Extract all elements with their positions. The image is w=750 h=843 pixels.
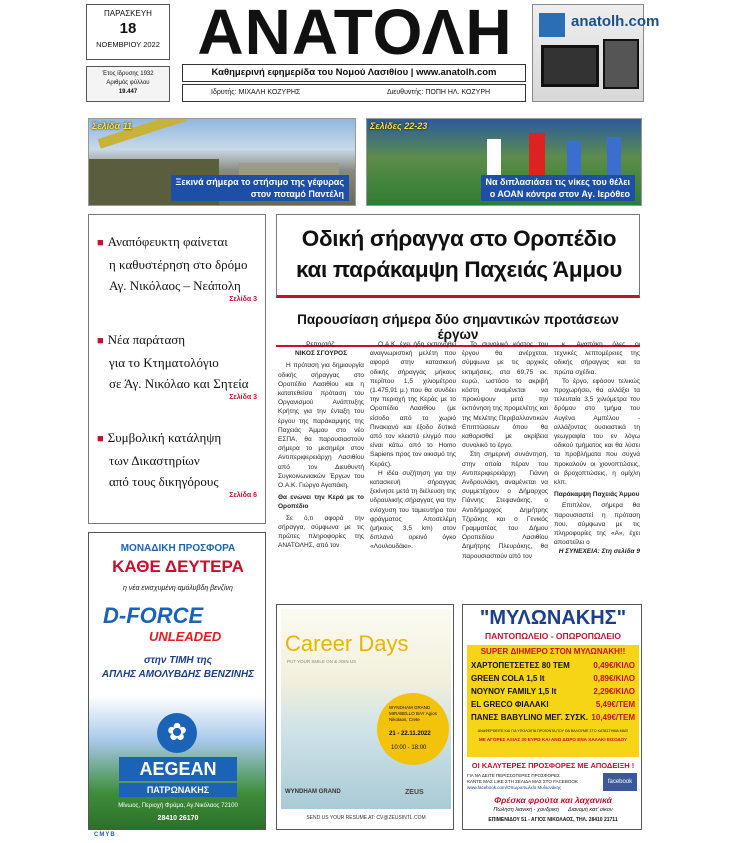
article-column-1: Ρεπορτάζ: ΝΙΚΟΣ ΣΓΟΥΡΟΣ Η πρόταση για δημιουργία οδικής σήραγγας στο Οροπέδιο Λασιθίου και η κατατεθείσα πρόταση του Οργανισμού Ανάπτυξης Κρήτης για την ένταξη του έργου της παράκαμψης της Παχειάς Άμμου στο νέο ΕΣΠΑ, θα παρουσιαστούν σήμερα το μεσημέρι στον Αντιπεριφερειάρχη Λασιθίου από τον Διευθυντή Συγκοινωνιακών Έργων του Ο.Α.Κ. Γιώργο Αγαπάκη. Θα ενώνει την Κερά με το Οροπέδιο Σε ό,τι αφορά την σήραγγα, σύμφωνα με τις πρώτες πληροφορίες της ΑΝΑΤΟΛΗΣ, από τον: [278, 341, 364, 550]
flower-logo-icon: ✿: [157, 713, 197, 753]
price-list: [467, 645, 639, 757]
shop-name: "ΜΥΛΩΝΑΚΗΣ": [479, 607, 627, 629]
info-circle: [377, 693, 449, 765]
month-year: ΝΟΕΜΒΡΙΟΥ 2022: [96, 40, 160, 49]
print-marks: CMYB: [94, 832, 116, 838]
price-items: [471, 659, 635, 724]
website-ad[interactable]: [532, 4, 660, 102]
founders-bar: [182, 84, 526, 102]
sheet-label: Αριθμός φύλλου: [106, 80, 150, 86]
newspaper-title: ΑΝΑΤΟΛΗ: [197, 0, 513, 68]
continued-link[interactable]: Η ΣΥΝΕΧΕΙΑ: Στη σελίδα 9: [558, 548, 640, 556]
price-line-1: στην ΤΙΜΗ της: [144, 655, 212, 666]
tagline: Καθημερινή εφημερίδα του Νομού Λασιθίου | www.anatolh.com: [182, 64, 526, 82]
founder: Ιδρυτής: ΜΙΧΑΛΗ ΚΟΖΥΡΗΣ: [211, 89, 301, 96]
web-logo-icon: [539, 13, 565, 37]
director: Διευθυντής: ΠΟΠΗ ΗΛ. ΚΟΖΥΡΗ: [387, 89, 491, 96]
price-banner: SUPER ΔΙΗΜΕΡΟ ΣΤΟΝ ΜΥΛΩΝΑΚΗ!!: [480, 647, 626, 656]
lead-subheadline: Παρουσίαση σήμερα δύο σημαντικών προτάσεων έργων: [276, 312, 640, 347]
shop-address: ΕΠΙΜΕΝΙΔΟΥ 51 - ΑΓΙΟΣ ΝΙΚΟΛΑΟΣ, ΤΗΛ. 28410 21711: [488, 817, 618, 823]
price-row: ΧΑΡΤΟΠΕΤΣΕΤΕΣ 80 ΤΕΜ 0,49€/ΚΙΛΟ: [471, 661, 635, 670]
ad-day: ΚΑΘΕ ΔΕΥΤΕΡΑ: [112, 557, 244, 576]
article-subheading: Θα ενώνει την Κερά με το Οροπέδιο: [278, 494, 364, 511]
article-column-3: Το συνολικό κόστος του έργου θα ανέρχεται, σύμφωνα με τις αρχικές εκτιμήσεις, στα 69,75 εκ. ευρώ, ωστόσο το ακριβή κόστη αναμένεται να προκύψουν μετά την εκπόνηση της προμελέτης και της Μελέτης Περιβαλλοντικών Επιπτώσεων όπου θα καθορισθεί με ακρίβεια συνολικό το έργο. Στη σημερινή συνάντηση, στην οποία πέραν του Αντιπεριφερειάρχη Γιάννη Ανδρουλάκη, αναμένεται να συμμετέχουν ο Δήμαρχος Γιάννης Στεφανάκης, ο Αντιδήμαρχος Δημήτρης Τζιράκης και ο Γενικός Γραμματέας του Δήμου Οροπεδίου Λασιθίου Δημήτρης Πλευράκης, θα παρουσιαστούν από τον: [462, 341, 548, 560]
price-row: GREEN COLA 1,5 lt 0,89€/ΚΙΛΟ: [471, 674, 635, 683]
fuel-brand-sub: UNLEADED: [149, 629, 222, 644]
career-days-ad[interactable]: [276, 604, 454, 830]
brief-item[interactable]: ■ Συμβολική κατάληψη των Δικαστηρίων από τους δικηγόρους Σελίδα 6: [97, 430, 257, 499]
event-dates: 21 - 22.11.2022: [389, 731, 431, 737]
facebook-icon: facebook: [603, 773, 637, 791]
event-time: 10:00 - 18:00: [391, 745, 427, 751]
sheet-number: 19.447: [118, 89, 138, 95]
best-offers: ΟΙ ΚΑΛΥΤΕΡΕΣ ΠΡΟΣΦΟΡΕΣ ΜΕ ΑΠΟΔΕΙΞΗ !: [471, 761, 635, 770]
lead-headline: Οδική σήραγγα στο Οροπέδιο και παράκαμψη Παχειάς Άμμου: [295, 226, 623, 282]
price-line-2: ΑΠΛΗΣ ΑΜΟΛΥΒΔΗΣ ΒΕΝΖΙΝΗΣ: [101, 669, 255, 680]
photo-caption: Να διπλασιάσει τις νίκες του θέλει ο ΑΟΑΝ κόντρα στον Αγ. Ιερόθεο: [481, 175, 635, 201]
fine-print: ΑΝΑΦΕΡΘΕΙΤΕ ΚΑΙ ΓΙΑ ΥΠΟΛΟΙΠΑ ΠΡΟΪΟΝΤΑ ΠΟΥ ΘΑ ΒΑΛΟΥΜΕ ΣΤΟ ΚΑΤΑΣΤΗΜΑ ΜΑΣ!: [477, 729, 629, 733]
photo-page-tag: Σελίδες 22-23: [370, 121, 428, 131]
price-row: EL GRECO ΦΙΑΛΑΚΙ 5,49€/ΤΕΜ: [471, 700, 635, 709]
football-photo[interactable]: [366, 118, 642, 206]
bullet-icon: ■: [97, 237, 104, 249]
facebook-note: ΓΙΑ ΝΑ ΔΕΙΤΕ ΠΕΡΙΣΣΟΤΕΡΕΣ ΠΡΟΣΦΟΡΕΣ ΚΑΝΤΕ ΜΑΣ LIKE ΣΤΗ ΣΕΛΙΔΑ ΜΑΣ ΣΤΟ FACEBOOK www.facebook.com/Οπωροπωλείο Μυλωνάκης: [467, 773, 578, 790]
brief-item[interactable]: ■ Αναπόφευκτη φαίνεται η καθυστέρηση στο δρόμο Αγ. Νικόλαος – Νεάπολη Σελίδα 3: [97, 234, 257, 303]
ad-tiny-line: PUT YOUR SMILE ON & JOIN US: [287, 659, 357, 664]
page-ref: Σελίδα 3: [229, 394, 257, 401]
wholesale-line: Πώληση λιανική - χονδρική Διανομή κατ' οίκον: [493, 807, 613, 813]
news-briefs: [88, 214, 266, 524]
page-ref: Σελίδα 6: [229, 492, 257, 499]
fuel-brand: D-FORCE: [103, 603, 204, 628]
resume-line: SEND US YOUR RESUME AT: CV@ZEUSINTL.COM: [306, 815, 426, 821]
price-row: ΠΑΝΕΣ BABYLINO ΜΕΓ. ΣΥΣΚ. 10,49€/ΤΕΜ: [471, 713, 635, 722]
brief-item[interactable]: ■ Νέα παράταση για το Κτηματολόγιο σε Άγ. Νικόλαο και Σητεία Σελίδα 3: [97, 332, 257, 401]
photo-page-tag: Σελίδα 11: [92, 121, 133, 131]
ad-fuel-line: η νέα ενισχυμένη αμόλυβδη βενζίνη: [123, 585, 233, 592]
grocery-ad[interactable]: [462, 604, 642, 830]
gift-deal: ΜΕ ΑΓΟΡΕΣ ΑΞΙΑΣ 30 ΕΥΡΩ ΚΑΙ ΑΝΩ ΔΩΡΟ ΕΝΑ ΧΑΛΑΚΙ ΕΙΣΟΔΟΥ: [478, 737, 628, 742]
ad-offer: ΜΟΝΑΔΙΚΗ ΠΡΟΣΦΟΡΑ: [120, 543, 236, 554]
ad-phone: 28410 26170: [157, 815, 199, 822]
weekday: ΠΑΡΑΣΚΕΥΗ: [104, 9, 152, 18]
article-column-2: Ο.Α.Κ. έχει ήδη εκπονηθεί αναγνωριστική μελέτη που αφορά στην κατασκευή οδικής σήραγγας μήκους περίπου 1,5 χιλιομέτρου (1.475,91 μ.) που θα συνδέει την περιοχή της Κεράς με το Οροπέδιο Λασιθίου (με είσοδο από το χωριό Πινακιανό και έξοδο δυτικά από τον κλειστό ελιγμό που είναι κάτω από το Homo Sapiens προς τον οικισμό της Κεράς). Η ιδέα συζήτηση για την κατασκευή σήραγγας ξεκίνησε μετά τη διέλευση της υδραυλικής σήραγγας για την ενίσχυση του ταμιευτήρα του φράγματος Αποσελέμη (μήκους 3,5 km) στον διπλανό ορεινό όγκο «Λουλουδάκι».: [370, 341, 456, 551]
ad-address: Μίνωος, Περιοχή Φράμα, Αγ.Νικόλαος 72100: [118, 803, 238, 809]
page-ref: Σελίδα 3: [229, 296, 257, 303]
price-row: ΝΟΥΝΟΥ FAMILY 1,5 lt 2,29€/ΚΙΛΟ: [471, 687, 635, 696]
issue-box: [86, 66, 170, 102]
reporter-credit: Ρεπορτάζ: ΝΙΚΟΣ ΣΓΟΥΡΟΣ: [295, 341, 347, 358]
founded-year: Έτος ίδρυσης 1932: [102, 71, 154, 77]
shop-type: ΠΑΝΤΟΠΩΛΕΙΟ - ΟΠΩΡΟΠΩΛΕΙΟ: [485, 631, 621, 641]
article-subheading: Παράκαμψη Παχειάς Άμμου: [554, 491, 640, 499]
bullet-icon: ■: [97, 433, 104, 445]
hotel-logo: WYNDHAM GRAND: [285, 789, 341, 795]
article-column-4: κ. Αγαπάκη όλες οι τεχνικές λεπτομέρειες της οδικής σήραγγας και τα πρώτα σχέδια. Το έργο, εφόσον τελικώς προχωρήσει, θα αλλάξει τα τελευταία 3,5 χιλιόμετρα του δρόμου στο τμήμα του Αυγένα Αμπέλου - αλλάζοντας ουσιαστικά τη γεωγραφία του εν λόγω οδικού τμήματος και θα λύσει τα προβλήματα που συχνά προκαλούν οι χιονοπτώσεις, οι βροχοπτώσεις, η ομίχλη κλπ. Παράκαμψη Παχειάς Άμμου Επιπλέον, σήμερα θα παρουσιαστεί η πρόταση που, σύμφωνα με τις πληροφορίες της «Α», έχει αποστείλει ο Η ΣΥΝΕΧΕΙΑ: Στη σελίδα 9: [554, 341, 640, 556]
laptop-icon: [541, 45, 599, 87]
company-logo: AEGEAN: [119, 757, 237, 781]
venue: WYNDHAM GRAND MIRABELLO BAY Agios Nikolaos, Crete: [389, 705, 437, 722]
date-box: [86, 4, 170, 60]
zeus-logo: ZEUS: [405, 789, 424, 796]
fuel-ad[interactable]: [88, 532, 266, 830]
bullet-icon: ■: [97, 335, 104, 347]
ad-title: Career Days: [285, 631, 409, 656]
dealer-name: ΠΑΤΡΩΝΑΚΗΣ: [119, 783, 237, 797]
website-label: anatolh.com: [571, 13, 660, 30]
bridge-photo[interactable]: [88, 118, 356, 206]
tablet-icon: [603, 39, 639, 89]
lead-headline-box[interactable]: [276, 214, 640, 298]
photo-caption: Ξεκινά σήμερα το στήσιμο της γέφυρας στον ποταμό Παντέλη: [171, 175, 349, 201]
fresh-produce: Φρέσκα φρούτα και λαχανικά: [494, 795, 612, 805]
day: 18: [119, 20, 137, 37]
